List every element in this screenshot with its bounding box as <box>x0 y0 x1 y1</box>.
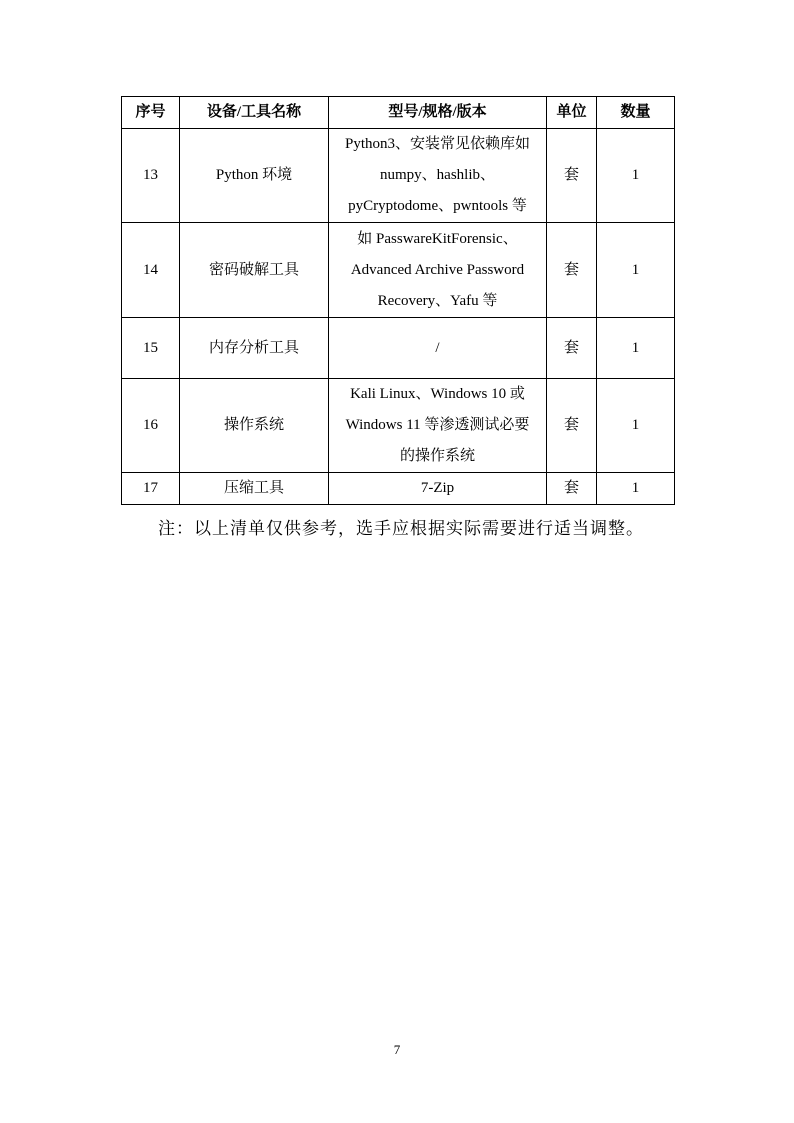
cell-serial-no: 16 <box>122 379 180 473</box>
cell-serial-no: 17 <box>122 473 180 505</box>
cell-model-spec: / <box>329 318 547 379</box>
cell-quantity: 1 <box>597 473 675 505</box>
cell-unit: 套 <box>547 318 597 379</box>
header-serial-no: 序号 <box>122 97 180 129</box>
cell-serial-no: 15 <box>122 318 180 379</box>
header-model-spec: 型号/规格/版本 <box>329 97 547 129</box>
cell-equipment-name: 压缩工具 <box>180 473 329 505</box>
header-unit: 单位 <box>547 97 597 129</box>
cell-equipment-name: Python 环境 <box>180 129 329 223</box>
table-row <box>122 379 675 473</box>
cell-model-spec: Kali Linux、Windows 10 或 Windows 11 等渗透测试必要 的操作系统 <box>329 379 547 473</box>
table-note: 注：以上清单仅供参考，选手应根据实际需要进行适当调整。 <box>158 519 644 538</box>
table-row <box>122 473 675 505</box>
cell-model-spec: 如 PasswareKitForensic、 Advanced Archive Password Recovery、Yafu 等 <box>329 223 547 318</box>
cell-quantity: 1 <box>597 223 675 318</box>
cell-model-spec: Python3、安装常见依赖库如 numpy、hashlib、 pyCryptodome、pwntools 等 <box>329 129 547 223</box>
cell-equipment-name: 密码破解工具 <box>180 223 329 318</box>
cell-serial-no: 14 <box>122 223 180 318</box>
table-row <box>122 223 675 318</box>
header-equipment-name: 设备/工具名称 <box>180 97 329 129</box>
cell-model-spec: 7-Zip <box>329 473 547 505</box>
cell-quantity: 1 <box>597 129 675 223</box>
cell-unit: 套 <box>547 379 597 473</box>
cell-quantity: 1 <box>597 318 675 379</box>
cell-unit: 套 <box>547 223 597 318</box>
cell-quantity: 1 <box>597 379 675 473</box>
header-quantity: 数量 <box>597 97 675 129</box>
table-row <box>122 129 675 223</box>
table-row <box>122 318 675 379</box>
cell-unit: 套 <box>547 129 597 223</box>
equipment-table <box>121 96 675 505</box>
table-header-row <box>122 97 675 129</box>
cell-equipment-name: 操作系统 <box>180 379 329 473</box>
cell-unit: 套 <box>547 473 597 505</box>
page-number: 7 <box>393 1042 401 1057</box>
cell-serial-no: 13 <box>122 129 180 223</box>
cell-equipment-name: 内存分析工具 <box>180 318 329 379</box>
